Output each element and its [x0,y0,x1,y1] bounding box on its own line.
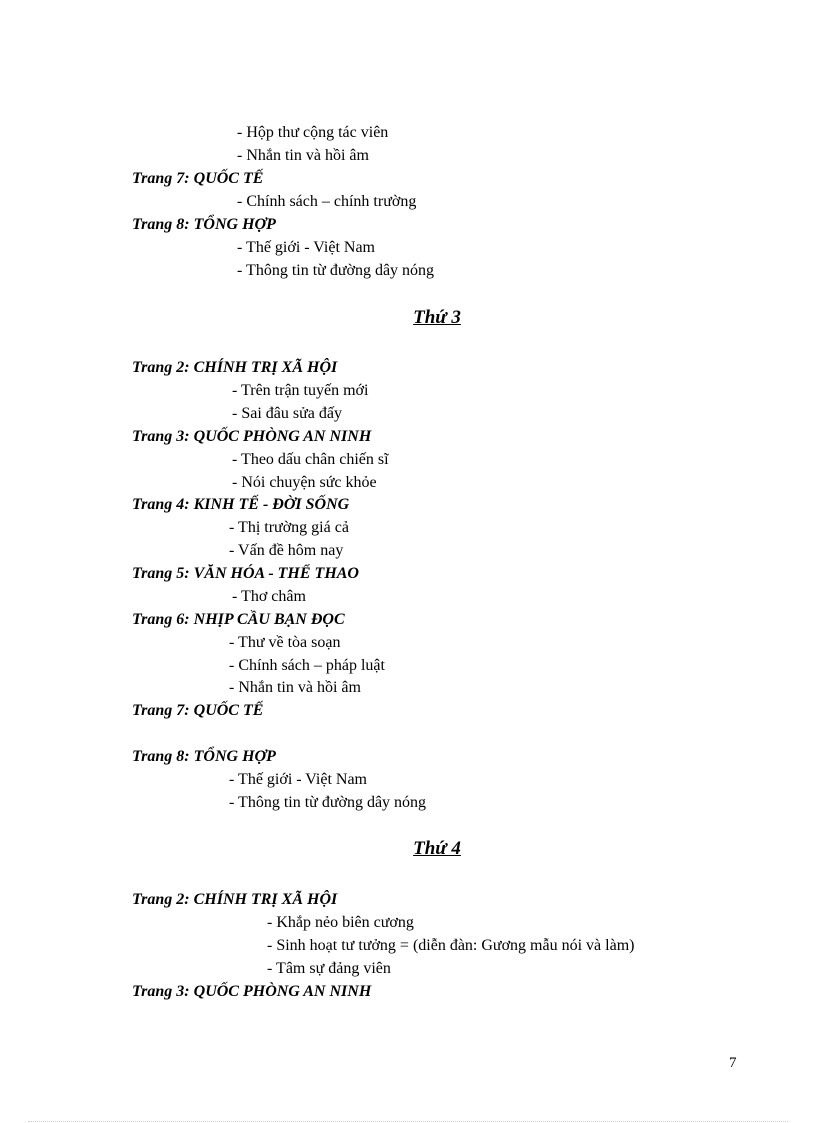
list-item: - Trên trận tuyến mới [232,382,369,399]
list-item: - Nói chuyện sức khỏe [232,474,377,491]
list-item: - Chính sách – chính trường [237,193,417,210]
list-item: - Tâm sự đảng viên [267,960,391,977]
section-heading: Trang 7: QUỐC TẾ [132,170,264,187]
section-heading: Trang 3: QUỐC PHÒNG AN NINH [132,983,372,1000]
section-heading: Trang 2: CHÍNH TRỊ XÃ HỘI [132,891,338,908]
list-item: - Theo dấu chân chiến sĩ [232,451,389,468]
section-heading: Trang 2: CHÍNH TRỊ XÃ HỘI [132,359,338,376]
list-item: - Thơ châm [232,588,306,605]
list-item: - Thông tin từ đường dây nóng [237,262,435,279]
section-heading: Trang 7: QUỐC TẾ [132,702,264,719]
list-item: - Thế giới - Việt Nam [229,771,367,788]
list-item: - Thư về tòa soạn [229,634,341,651]
list-item: - Thông tin từ đường dây nóng [229,794,427,811]
list-item: - Nhắn tin và hồi âm [237,147,369,164]
page-number: 7 [729,1055,737,1071]
section-heading: Trang 5: VĂN HÓA - THỂ THAO [132,565,359,582]
list-item: - Thị trường giá cả [229,519,349,536]
list-item: - Chính sách – pháp luật [229,657,385,674]
list-item: - Thế giới - Việt Nam [237,239,375,256]
list-item: - Khắp nẻo biên cương [267,914,414,931]
list-item: - Sai đâu sửa đấy [232,405,342,422]
footer-divider [28,1121,788,1122]
day-heading: Thứ 4 [413,838,461,859]
section-heading: Trang 4: KINH TẾ - ĐỜI SỐNG [132,496,350,513]
list-item: - Nhắn tin và hồi âm [229,679,361,696]
list-item: - Vấn đề hôm nay [229,542,344,559]
section-heading: Trang 3: QUỐC PHÒNG AN NINH [132,428,372,445]
list-item: - Hộp thư cộng tác viên [237,124,389,141]
day-heading: Thứ 3 [413,307,461,328]
list-item: - Sinh hoạt tư tưởng = (diễn đàn: Gương mẫu nói và làm) [267,937,635,954]
section-heading: Trang 6: NHỊP CẦU BẠN ĐỌC [132,611,345,628]
section-heading: Trang 8: TỔNG HỢP [132,216,276,233]
section-heading: Trang 8: TỔNG HỢP [132,748,276,765]
